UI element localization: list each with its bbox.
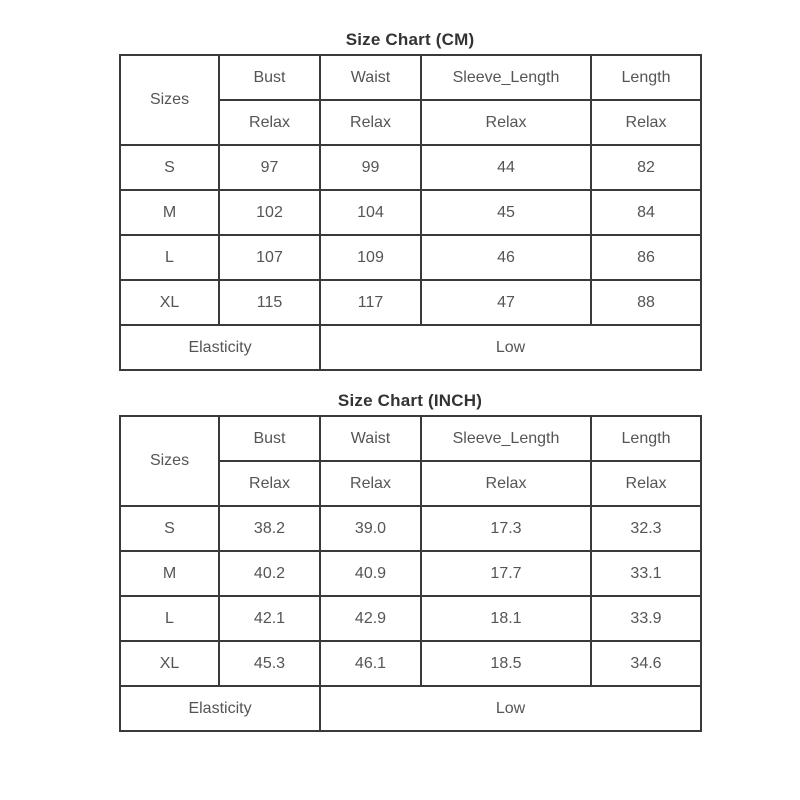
value-cell: 109 — [320, 235, 421, 280]
value-cell: 117 — [320, 280, 421, 325]
value-cell: 107 — [219, 235, 320, 280]
elasticity-row — [120, 686, 701, 731]
header-row — [120, 416, 701, 461]
value-cell: 17.7 — [421, 551, 591, 596]
length-header-cell: Length — [591, 55, 701, 100]
elasticity-value-cell: Low — [320, 325, 701, 370]
value-cell: 84 — [591, 190, 701, 235]
fit-subheader-cell: Relax — [421, 461, 591, 506]
value-cell: 45 — [421, 190, 591, 235]
fit-subheader-cell: Relax — [421, 100, 591, 145]
size-cell: L — [120, 596, 219, 641]
value-cell: 46.1 — [320, 641, 421, 686]
value-cell: 97 — [219, 145, 320, 190]
value-cell: 32.3 — [591, 506, 701, 551]
size-chart-cm-title: Size Chart (CM) — [345, 30, 475, 49]
sizes-header-cell: Sizes — [120, 55, 219, 145]
value-cell: 88 — [591, 280, 701, 325]
value-cell: 42.1 — [219, 596, 320, 641]
value-cell: 47 — [421, 280, 591, 325]
sleeve-length-header-cell: Sleeve_Length — [421, 416, 591, 461]
value-cell: 46 — [421, 235, 591, 280]
table-row — [120, 641, 701, 686]
bust-header-cell: Bust — [219, 416, 320, 461]
size-cell: M — [120, 190, 219, 235]
waist-header-cell: Waist — [320, 55, 421, 100]
fit-subheader-cell: Relax — [320, 461, 421, 506]
elasticity-row — [120, 325, 701, 370]
value-cell: 39.0 — [320, 506, 421, 551]
size-cell: S — [120, 145, 219, 190]
table-row — [120, 506, 701, 551]
bust-header-cell: Bust — [219, 55, 320, 100]
value-cell: 44 — [421, 145, 591, 190]
value-cell: 86 — [591, 235, 701, 280]
size-cell: XL — [120, 280, 219, 325]
value-cell: 18.5 — [421, 641, 591, 686]
value-cell: 102 — [219, 190, 320, 235]
table-row — [120, 190, 701, 235]
size-chart-inch-table — [119, 415, 702, 732]
length-header-cell: Length — [591, 416, 701, 461]
size-chart-cm-table — [119, 54, 702, 371]
fit-subheader-cell: Relax — [591, 100, 701, 145]
value-cell: 33.1 — [591, 551, 701, 596]
value-cell: 33.9 — [591, 596, 701, 641]
table-row — [120, 596, 701, 641]
waist-header-cell: Waist — [320, 416, 421, 461]
value-cell: 115 — [219, 280, 320, 325]
fit-subheader-cell: Relax — [320, 100, 421, 145]
value-cell: 17.3 — [421, 506, 591, 551]
table-row — [120, 280, 701, 325]
value-cell: 45.3 — [219, 641, 320, 686]
value-cell: 99 — [320, 145, 421, 190]
fit-subheader-cell: Relax — [219, 461, 320, 506]
value-cell: 40.9 — [320, 551, 421, 596]
table-row — [120, 551, 701, 596]
value-cell: 104 — [320, 190, 421, 235]
elasticity-label-cell: Elasticity — [120, 325, 320, 370]
elasticity-value-cell: Low — [320, 686, 701, 731]
value-cell: 18.1 — [421, 596, 591, 641]
size-cell: M — [120, 551, 219, 596]
value-cell: 40.2 — [219, 551, 320, 596]
size-chart-inch-title: Size Chart (INCH) — [337, 391, 483, 410]
value-cell: 82 — [591, 145, 701, 190]
value-cell: 38.2 — [219, 506, 320, 551]
value-cell: 42.9 — [320, 596, 421, 641]
elasticity-label-cell: Elasticity — [120, 686, 320, 731]
fit-subheader-cell: Relax — [591, 461, 701, 506]
size-cell: XL — [120, 641, 219, 686]
table-row — [120, 145, 701, 190]
sizes-header-cell: Sizes — [120, 416, 219, 506]
table-row — [120, 235, 701, 280]
value-cell: 34.6 — [591, 641, 701, 686]
size-cell: L — [120, 235, 219, 280]
fit-subheader-cell: Relax — [219, 100, 320, 145]
header-row — [120, 55, 701, 100]
sleeve-length-header-cell: Sleeve_Length — [421, 55, 591, 100]
size-cell: S — [120, 506, 219, 551]
